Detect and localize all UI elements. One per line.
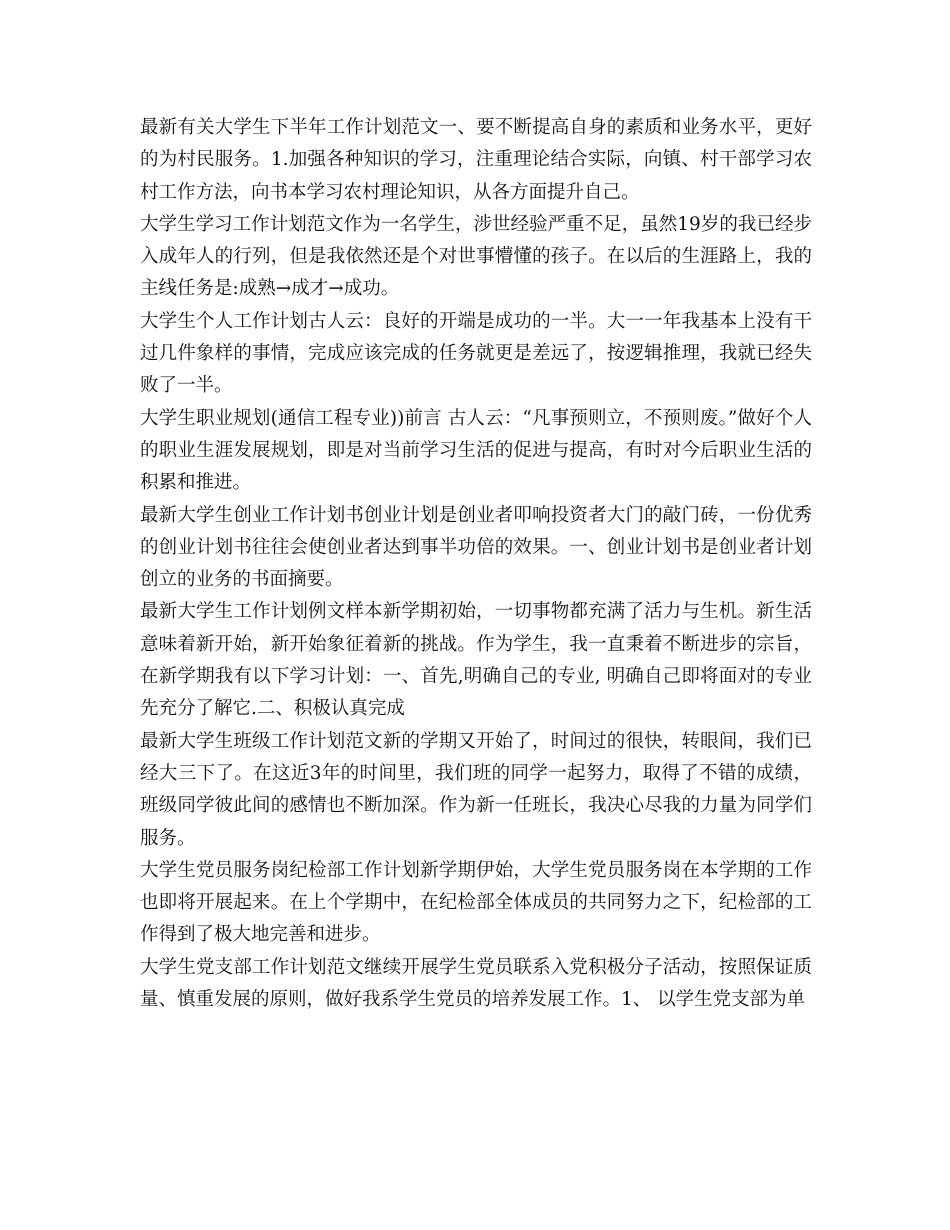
paragraph-8: 大学生党员服务岗纪检部工作计划新学期伊始，大学生党员服务岗在本学期的工作也即将开展起来。在上个学期中，在纪检部全体成员的共同努力之下，纪检部的工作得到了极大地完善和进步。 [140, 859, 812, 946]
paragraph-4: 大学生职业规划(通信工程专业))前言 古人云：“凡事预则立，不预则废。”做好个人的职业生涯发展规划，即是对当前学习生活的促进与提高，有时对今后职业生活的积累和推进。 [140, 407, 812, 494]
paragraph-3: 大学生个人工作计划古人云：良好的开端是成功的一半。大一一年我基本上没有干过几件象样的事情，完成应该完成的任务就更是差远了，按逻辑推理，我就已经失败了一半。 [140, 310, 812, 397]
paragraph-6: 最新大学生工作计划例文样本新学期初始，一切事物都充满了活力与生机。新生活意味着新开始，新开始象征着新的挑战。作为学生，我一直秉着不断进步的宗旨，在新学期我有以下学习计划：一、首先,明确自己的专业, 明确自己即将面对的专业先充分了解它.二、积极认真完成 [140, 601, 812, 720]
paragraph-2: 大学生学习工作计划范文作为一名学生，涉世经验严重不足，虽然19岁的我已经步入成年人的行列，但是我依然还是个对世事懵懂的孩子。在以后的生涯路上，我的主线任务是:成熟→成才→成功。 [140, 213, 812, 300]
paragraph-1: 最新有关大学生下半年工作计划范文一、要不断提高自身的素质和业务水平，更好的为村民服务。1.加强各种知识的学习，注重理论结合实际，向镇、村干部学习农村工作方法，向书本学习农村理论知识，从各方面提升自己。 [140, 117, 812, 203]
paragraph-7: 最新大学生班级工作计划范文新的学期又开始了，时间过的很快，转眼间，我们已经大三下了。在这近3年的时间里，我们班的同学一起努力，取得了不错的成绩，班级同学彼此间的感情也不断加深。作为新一任班长，我决心尽我的力量为同学们服务。 [140, 730, 812, 849]
document-body [140, 112, 812, 1016]
paragraph-9: 大学生党支部工作计划范文继续开展学生党员联系入党积极分子活动，按照保证质量、慎重发展的原则，做好我系学生党员的培养发展工作。1、 以学生党支部为单 [140, 956, 812, 1011]
paragraph-5: 最新大学生创业工作计划书创业计划是创业者叩响投资者大门的敲门砖，一份优秀的创业计划书往往会使创业者达到事半功倍的效果。一、创业计划书是创业者计划创立的业务的书面摘要。 [140, 504, 812, 591]
